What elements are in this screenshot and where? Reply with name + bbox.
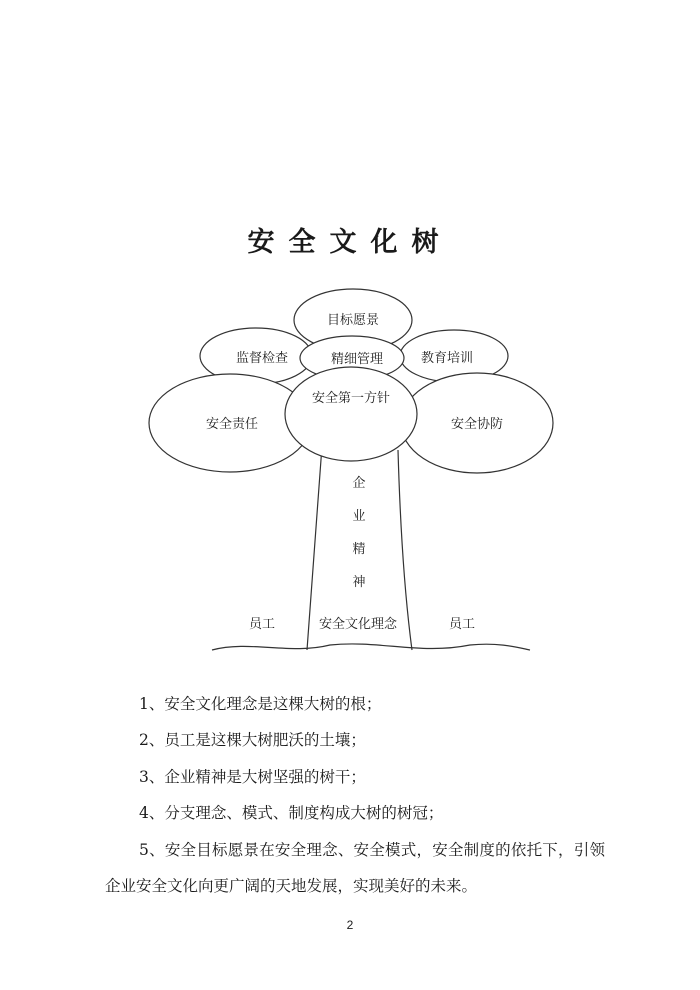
trunk-char: 业 <box>352 509 366 524</box>
label-fine-management: 精细管理 <box>330 352 384 367</box>
list-item: 5、安全目标愿景在安全理念、安全模式，安全制度的依托下，引领企业安全文化向更广阔的天地发展，实现美好的未来。 <box>105 841 605 895</box>
page-title: 安全文化树 <box>247 227 453 258</box>
page-number: 2 <box>346 918 354 932</box>
list-item: 3、企业精神是大树坚强的树干； <box>139 768 366 786</box>
root-label-culture-concept: 安全文化理念 <box>318 617 398 632</box>
label-safety-defense: 安全协防 <box>450 417 504 432</box>
safety-culture-tree-diagram <box>0 280 700 670</box>
trunk-char: 神 <box>352 575 366 590</box>
list-item: 1、安全文化理念是这棵大树的根； <box>139 695 382 713</box>
label-education-training: 教育培训 <box>420 351 474 366</box>
label-goal-vision: 目标愿景 <box>326 313 380 328</box>
list-item: 2、员工是这棵大树肥沃的土壤； <box>139 731 366 749</box>
label-safety-responsibility: 安全责任 <box>205 417 259 432</box>
label-supervision: 监督检查 <box>235 351 289 366</box>
trunk-char: 精 <box>352 542 366 557</box>
root-label-employees-left: 员工 <box>248 617 276 632</box>
label-safety-first-policy: 安全第一方针 <box>311 391 391 406</box>
list-item: 4、分支理念、模式、制度构成大树的树冠； <box>139 804 444 822</box>
trunk-char: 企 <box>352 476 366 491</box>
root-label-employees-right: 员工 <box>448 617 476 632</box>
tree-ground <box>212 644 530 650</box>
crown-ellipse-center <box>285 367 417 461</box>
